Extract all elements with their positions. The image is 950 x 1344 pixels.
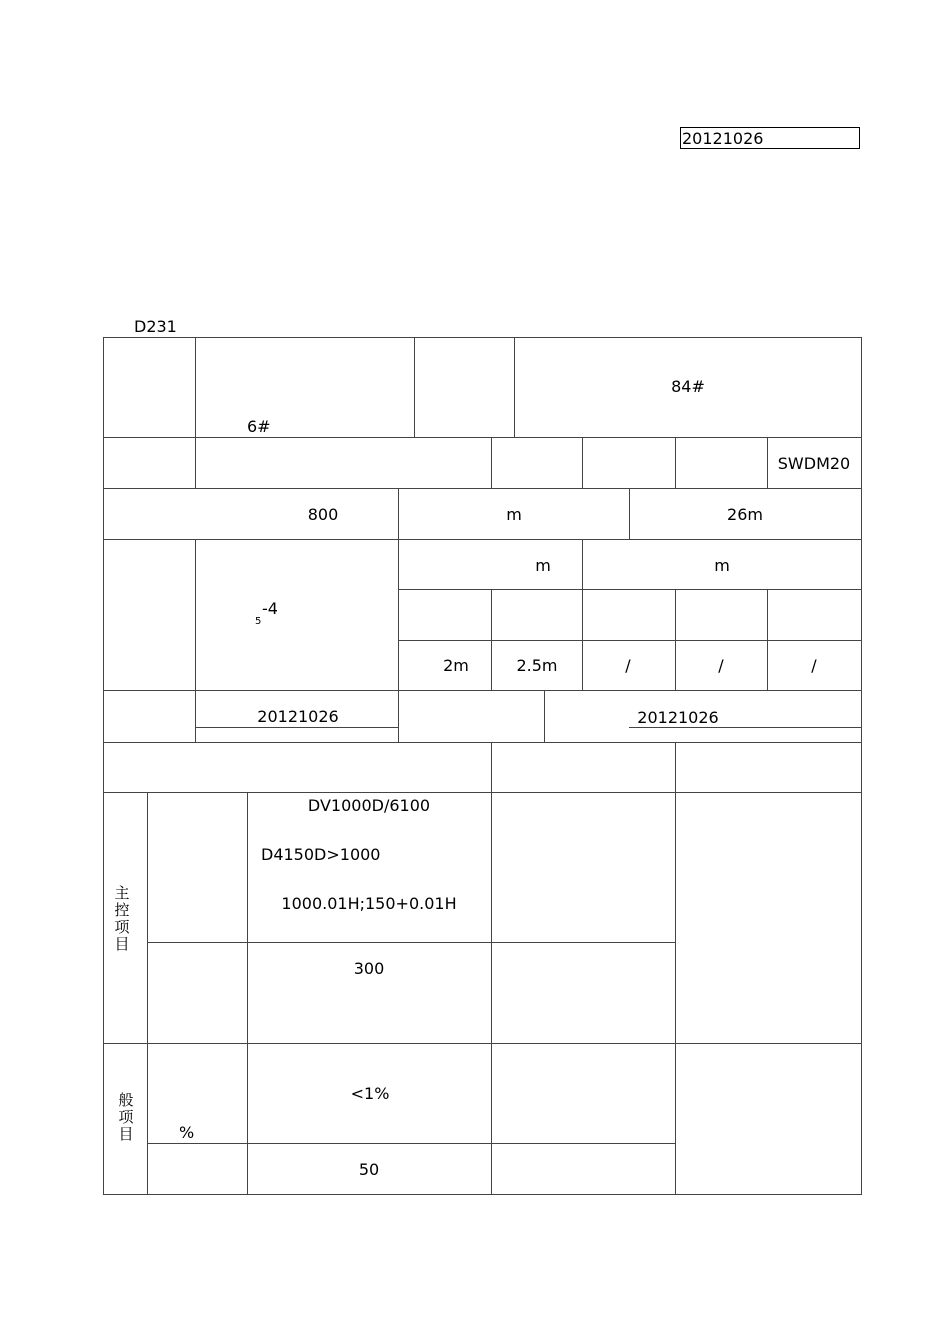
unit-m-left: m: [535, 556, 551, 575]
table-border-left: [103, 337, 104, 1195]
row-divider: [103, 792, 861, 793]
col-divider: [398, 690, 399, 742]
main-spec-line3: 1000.01H;150+0.01H: [281, 894, 457, 913]
col-divider: [582, 437, 583, 488]
col-divider: [195, 539, 196, 690]
row-divider: [103, 539, 861, 540]
col-divider: [544, 690, 545, 742]
col-divider: [247, 792, 248, 1194]
col-divider: [195, 690, 196, 742]
survey-number: 84#: [671, 377, 705, 396]
pile-number: 6#: [247, 417, 271, 436]
measure-cell: /: [811, 656, 817, 675]
main-spec2: 300: [353, 959, 385, 978]
main-spec-line1: DV1000D/6100: [307, 796, 431, 815]
general-spec2: 50: [358, 1160, 380, 1179]
row-divider: [103, 690, 861, 691]
general-items-label: 般项目: [118, 1091, 134, 1143]
col-divider: [491, 437, 492, 488]
height-value: 26m: [727, 505, 763, 524]
col-divider: [491, 589, 492, 690]
col-divider: [629, 488, 630, 539]
table-border-right: [861, 337, 862, 1195]
document-number: 20121026: [680, 127, 860, 149]
general-unit: %: [179, 1123, 195, 1142]
main-spec-line2: D4150D>1000: [261, 845, 381, 864]
table-code: D231: [134, 317, 177, 336]
row-divider: [103, 488, 861, 489]
length-value: 800: [307, 505, 339, 524]
measure-cell: /: [718, 656, 724, 675]
general-spec1: <1%: [350, 1084, 390, 1103]
date-right: 20121026: [637, 708, 719, 727]
col-divider: [195, 437, 196, 488]
row-divider: [147, 942, 675, 943]
col-divider: [195, 337, 196, 437]
unit-m: m: [506, 505, 522, 524]
table-border-top: [103, 337, 861, 338]
col-divider: [398, 539, 399, 690]
measure-cell: 2m: [443, 656, 469, 675]
row-divider: [103, 742, 861, 743]
col-divider: [147, 792, 148, 1194]
main-items-label: 主控项目: [114, 884, 130, 953]
col-divider: [767, 589, 768, 690]
row-divider: [103, 437, 861, 438]
row-divider: [398, 640, 861, 641]
col-divider: [675, 742, 676, 1194]
model-value: SWDM20: [777, 454, 851, 473]
date-left: 20121026: [257, 707, 339, 726]
subscript-value: 5: [255, 616, 262, 627]
table-border-bottom: [103, 1194, 861, 1195]
measure-cell: /: [625, 656, 631, 675]
col-divider: [414, 337, 415, 437]
col-divider: [675, 589, 676, 690]
col-divider: [675, 437, 676, 488]
col-divider: [514, 337, 515, 437]
col-divider: [582, 539, 583, 690]
col-divider: [767, 437, 768, 488]
row-divider: [103, 1043, 861, 1044]
row-divider: [147, 1143, 675, 1144]
measure-cell: 2.5m: [516, 656, 558, 675]
col-divider: [491, 742, 492, 1194]
row-divider: [195, 727, 398, 728]
row-divider: [398, 589, 861, 590]
col-divider: [398, 488, 399, 539]
exponent-value: -4: [262, 599, 278, 618]
unit-m-right: m: [714, 556, 730, 575]
